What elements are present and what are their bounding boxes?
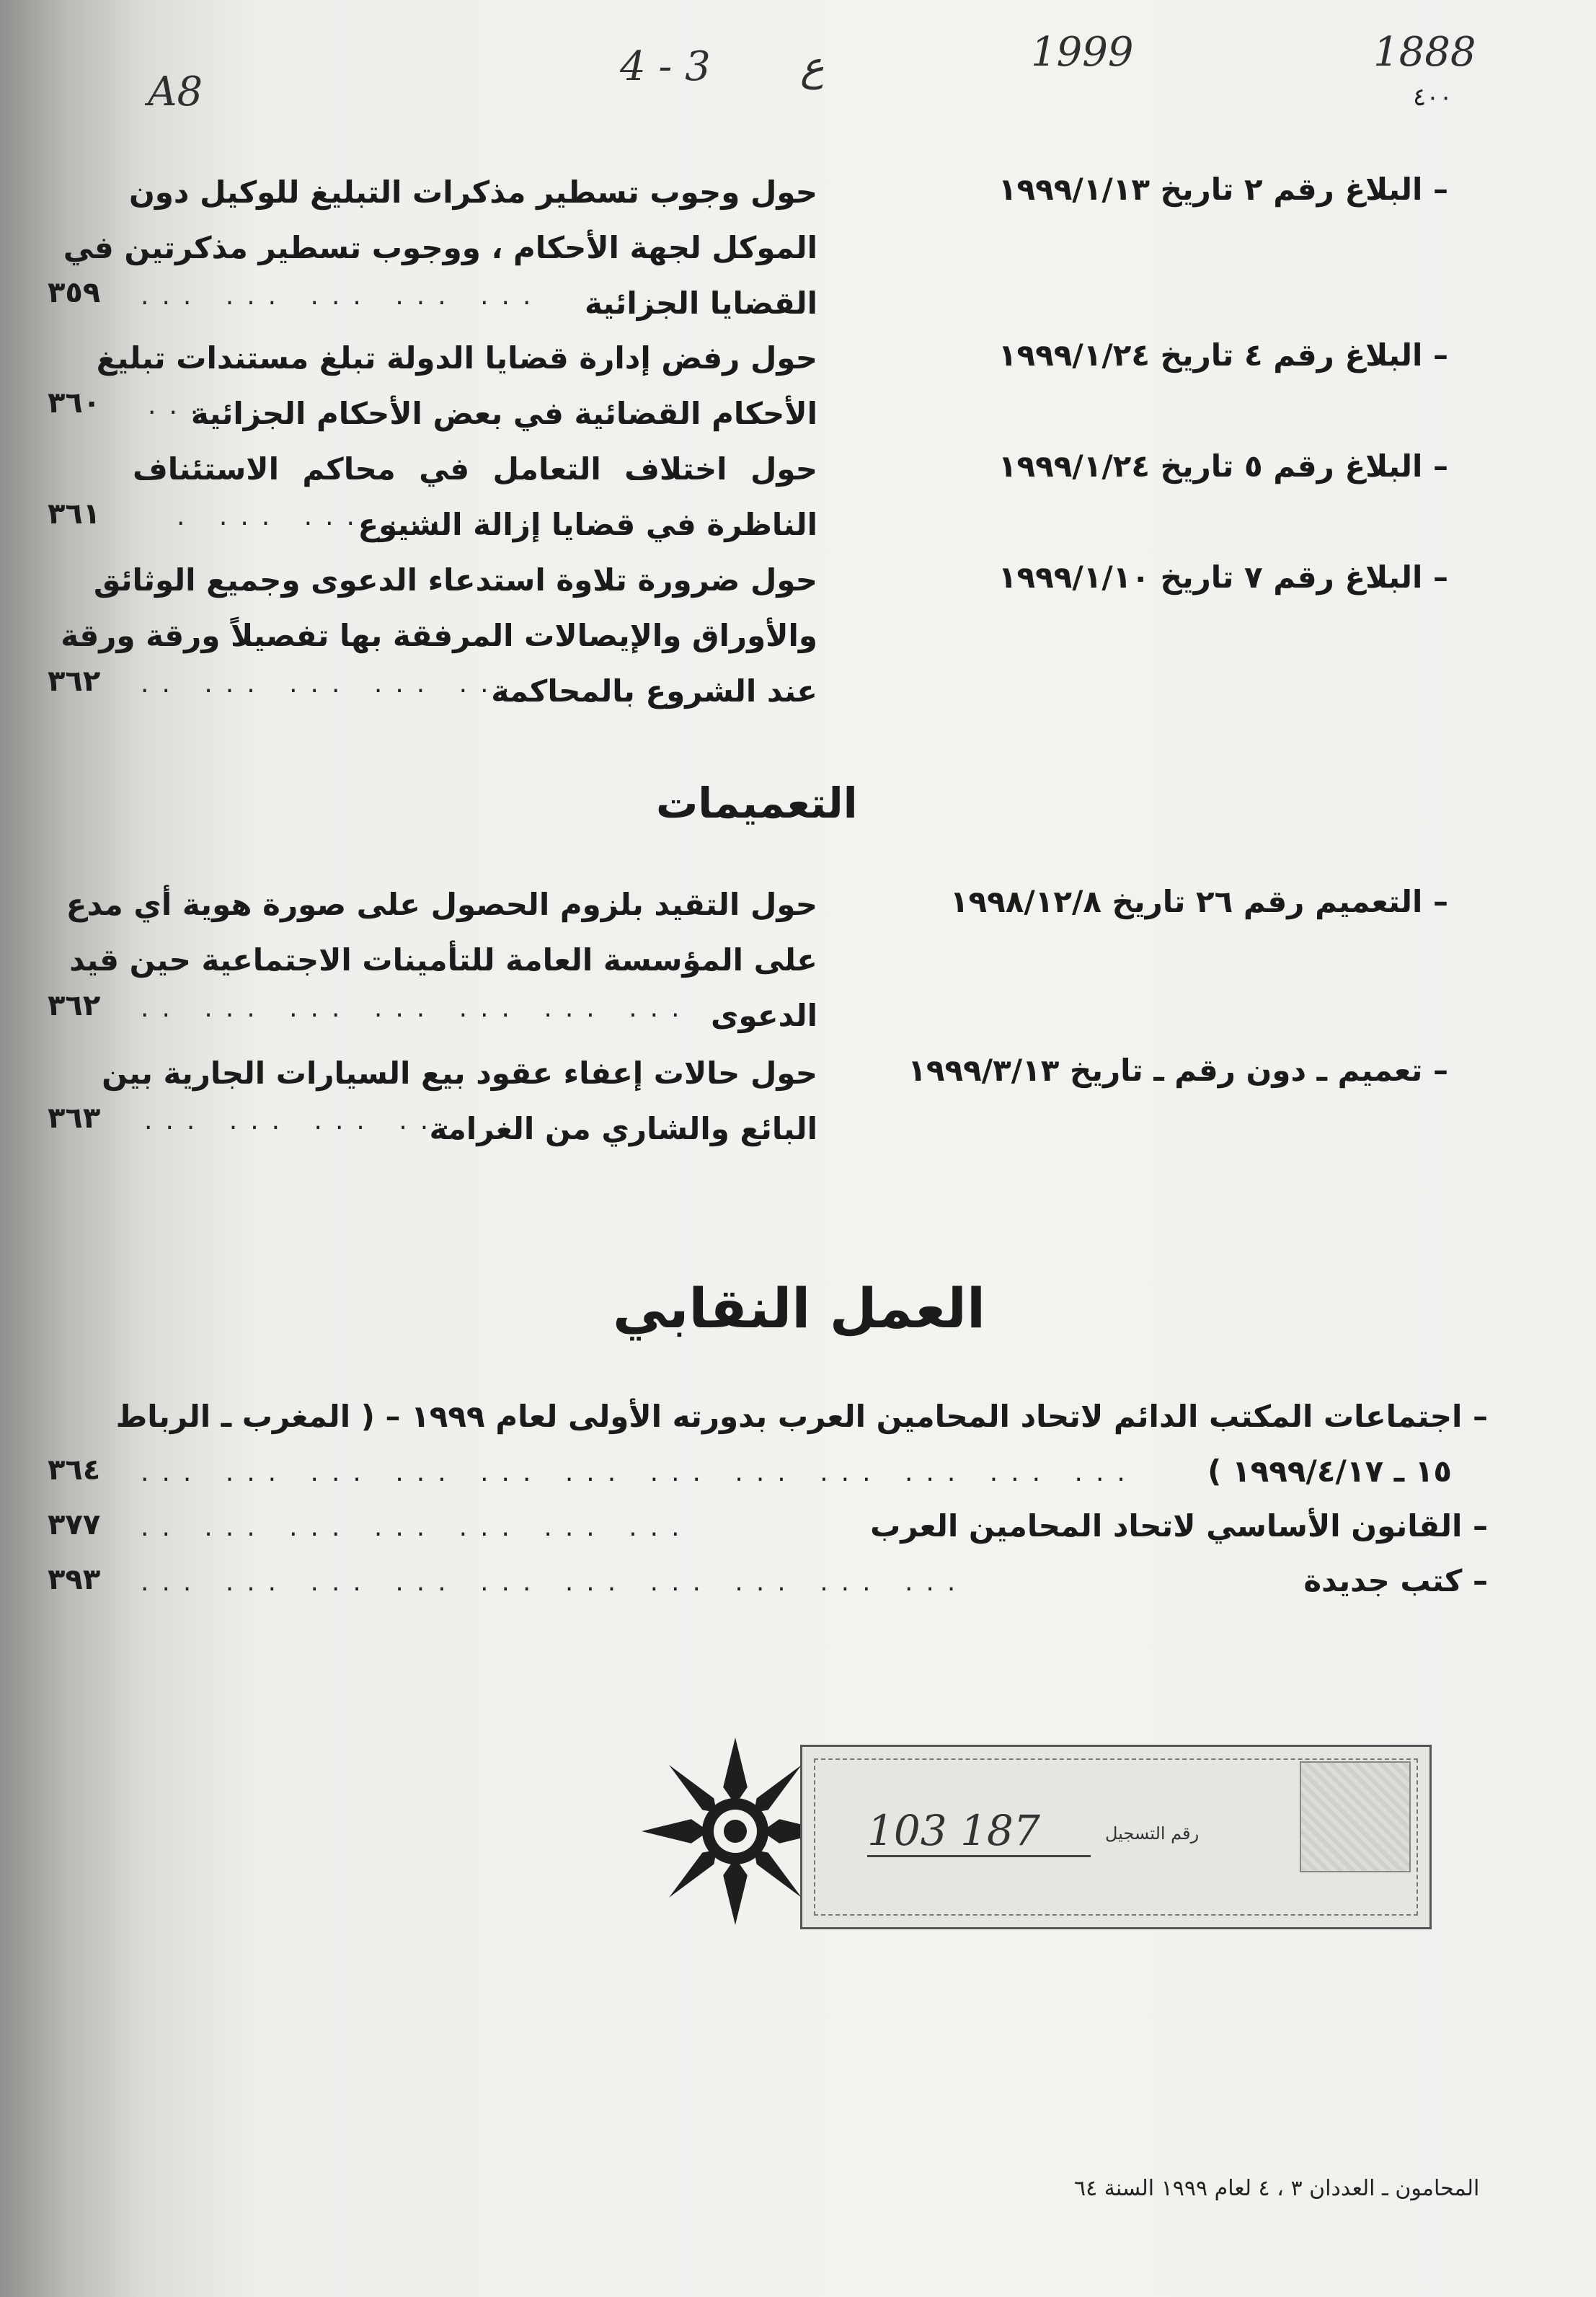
description-line: حول حالات إعفاء عقود بيع السيارات الجارية بين <box>102 1055 817 1091</box>
stamp-emblem <box>1300 1761 1411 1872</box>
page-reference: ٣٧٧ <box>48 1508 101 1541</box>
leader-dots: . ... ... ... <box>177 502 453 531</box>
circular-label: – التعميم رقم ٢٦ تاريخ ١٩٩٨/١٢/٨ <box>949 884 1448 919</box>
description-line: عند الشروع بالمحاكمة <box>491 673 817 709</box>
description-line: حول رفض إدارة قضايا الدولة تبلغ مستندات تبليغ <box>96 340 817 376</box>
leader-dots: .. ... ... ... ... ... ... <box>141 1513 693 1542</box>
leader-dots: ... <box>148 391 212 420</box>
bulletin-description <box>96 330 817 441</box>
page-reference: ٣٦٢ <box>48 665 101 698</box>
syndicate-item-line: – القانون الأساسي لاتحاد المحامين العرب <box>870 1508 1488 1544</box>
leader-dots: ... ... ... ... ... <box>141 281 544 311</box>
description-line: الدعوى <box>711 998 817 1033</box>
handwritten-mark-left: A8 <box>148 68 203 115</box>
description-line: القضايا الجزائية <box>584 286 817 321</box>
leader-dots: .. ... ... ... ... ... ... <box>141 993 693 1023</box>
page-number: ٤٠٠ <box>1413 83 1453 112</box>
bulletin-label: – البلاغ رقم ٤ تاريخ ١٩٩٩/١/٢٤ <box>998 337 1448 373</box>
page-reference: ٣٦٢ <box>48 989 101 1022</box>
handwritten-year: 1999 <box>1031 29 1134 76</box>
description-line: حول اختلاف التعامل في محاكم الاستئناف <box>133 451 817 487</box>
page-reference: ٣٥٩ <box>48 276 101 309</box>
description-line: على المؤسسة العامة للتأمينات الاجتماعية حين قيد <box>69 942 817 978</box>
leader-dots: .. ... ... ... ... <box>141 669 523 699</box>
bulletin-label: – البلاغ رقم ٥ تاريخ ١٩٩٩/١/٢٤ <box>998 448 1448 484</box>
syndicate-item-line: – كتب جديدة <box>1303 1563 1488 1598</box>
leader-dots: ... ... ... ... <box>144 1106 463 1136</box>
leader-dots: ... ... ... ... ... ... ... ... ... ... ... ... <box>141 1458 1138 1487</box>
page-footer: المحامون ـ العددان ٣ ، ٤ لعام ١٩٩٩ السنة ٦٤ <box>1074 2176 1480 2201</box>
page-reference: ٣٦١ <box>48 497 101 531</box>
section-heading-syndicate: العمل النقابي <box>613 1276 986 1340</box>
section-heading-circulars: التعميمات <box>656 779 858 828</box>
leader-dots: ... ... ... ... ... ... ... ... ... ... <box>141 1567 969 1597</box>
circular-description <box>102 1045 817 1156</box>
bulletin-description <box>133 441 817 552</box>
syndicate-item-line: – اجتماعات المكتب الدائم لاتحاد المحامين العرب بدورته الأولى لعام ١٩٩٩ – ( المغرب ـ الرباط <box>115 1399 1488 1434</box>
syndicate-item-line: ١٥ ـ ١٩٩٩/٤/١٧ ) <box>1207 1453 1452 1489</box>
page-reference: ٣٦٣ <box>48 1102 101 1135</box>
handwritten-mark-middle-2: ع <box>800 43 825 90</box>
library-stamp <box>800 1745 1432 1929</box>
description-line: الموكل لجهة الأحكام ، ووجوب تسطير مذكرتين في <box>63 230 817 265</box>
circular-label: – تعميم ـ دون رقم ـ تاريخ ١٩٩٩/٣/١٣ <box>908 1053 1448 1088</box>
description-line: حول ضرورة تلاوة استدعاء الدعوى وجميع الوثائق <box>93 562 817 598</box>
bulletin-label: – البلاغ رقم ٧ تاريخ ١٩٩٩/١/١٠ <box>998 559 1448 595</box>
bulletin-label: – البلاغ رقم ٢ تاريخ ١٩٩٩/١/١٣ <box>998 172 1448 207</box>
page-reference: ٣٦٤ <box>48 1453 101 1487</box>
description-line: والأوراق والإيصالات المرفقة بها تفصيلاً ورقة ورقة <box>61 618 817 653</box>
description-line: الأحكام القضائية في بعض الأحكام الجزائية <box>191 396 817 431</box>
handwritten-mark-right: 1888 <box>1373 29 1476 76</box>
description-line: البائع والشاري من الغرامة <box>429 1111 817 1146</box>
page-reference: ٣٦٠ <box>48 386 101 420</box>
description-line: حول وجوب تسطير مذكرات التبليغ للوكيل دون <box>128 174 817 210</box>
description-line: حول التقيد بلزوم الحصول على صورة هوية أي مدع <box>66 887 817 922</box>
page-reference: ٣٩٣ <box>48 1563 101 1596</box>
stamp-registration-label: رقم التسجيل <box>1105 1823 1200 1844</box>
stamp-registration-number: 103 187 <box>867 1806 1091 1857</box>
description-line: الناظرة في قضايا إزالة الشيوع <box>358 507 817 542</box>
handwritten-mark-middle: 4 - 3 <box>620 43 711 90</box>
